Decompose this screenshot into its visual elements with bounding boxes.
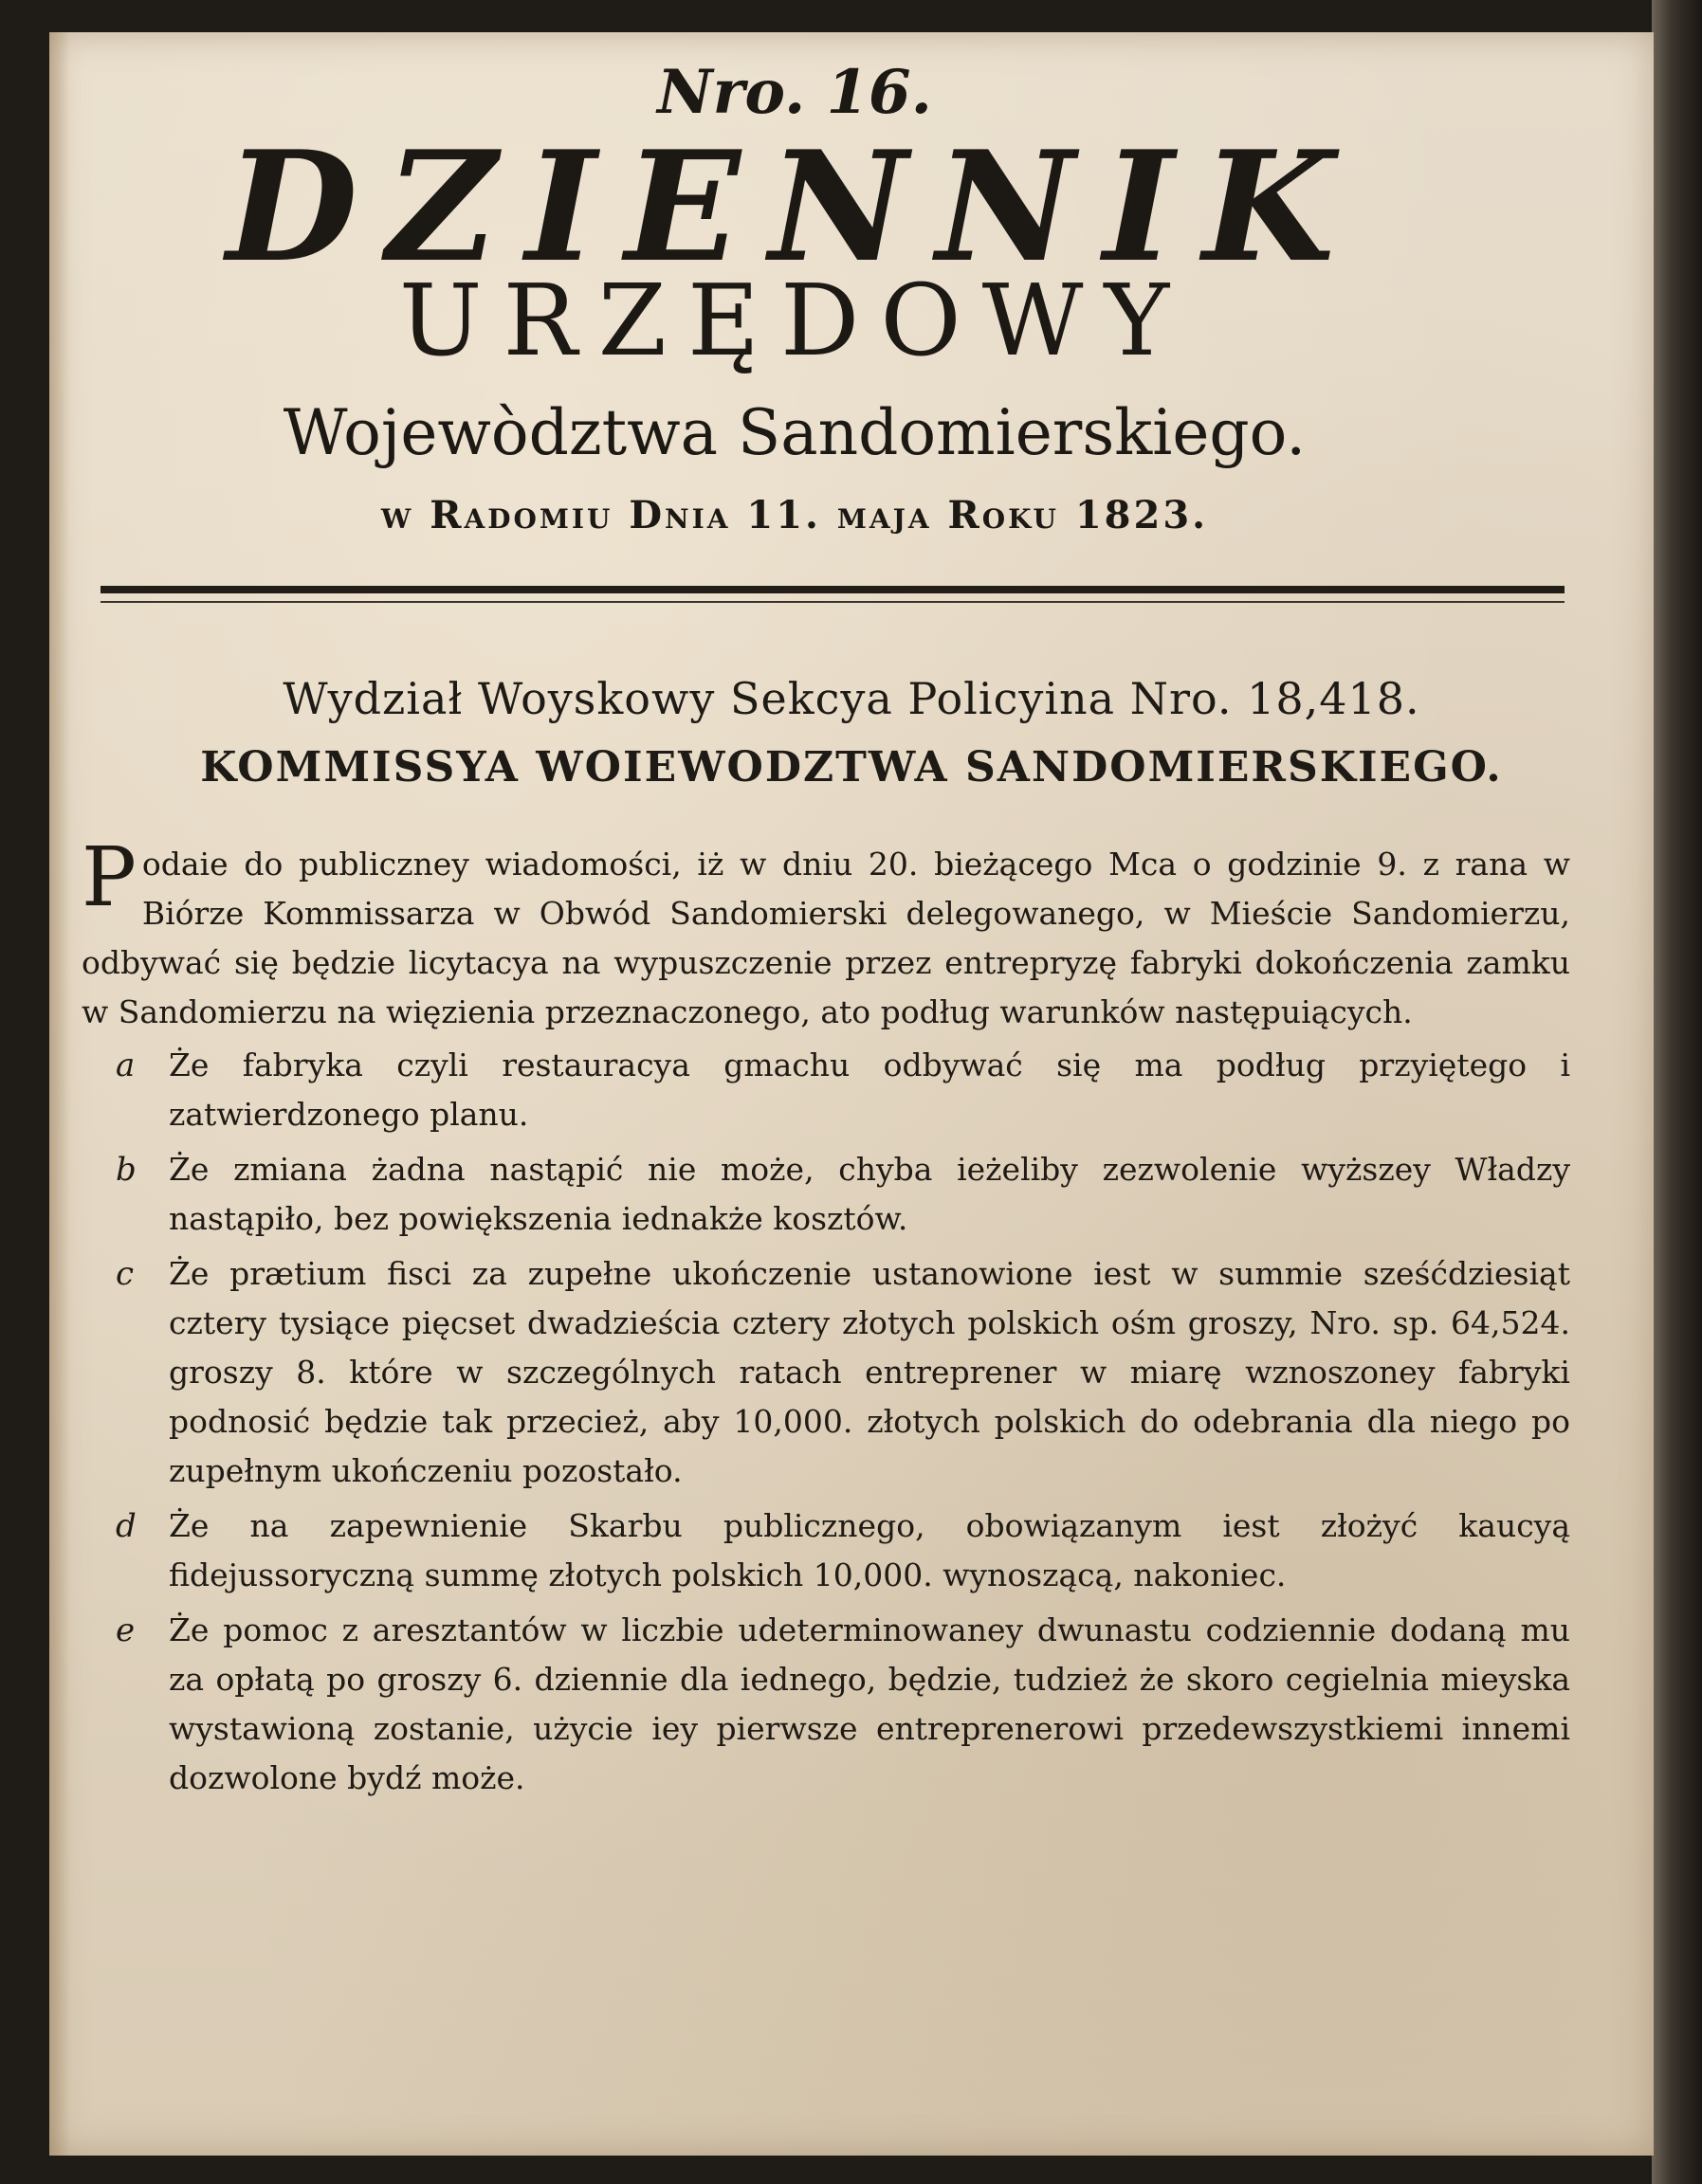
condition-marker: e [116, 1611, 136, 1649]
region-title: Wojewòdztwa Sandomierskiego. [283, 396, 1307, 469]
newspaper-title: DZIENNIK [226, 118, 1363, 296]
condition-text: Że prætium fisci za zupełne ukończenie ustanowione iest w summie sześćdziesiąt cztery tysiące pięcset dwadzieścia cztery złotych polskich ośm groszy, Nro. sp. 64,524. groszy 8. które w szczególnych ratach entreprener w miarę wznoszoney fabryki podnosić będzie tak przecież, aby 10,000. złotych polskich do odebrania dla niego po zupełnym ukończeniu pozostało. [169, 1255, 1570, 1489]
header-rule-thick [101, 586, 1565, 593]
intro-paragraph [82, 802, 1570, 1037]
condition-text: Że zmiana żadna nastąpić nie może, chyba ieżeliby zezwolenie wyższey Władzy nastąpiło, bez powiększenia iednakże kosztów. [169, 1151, 1570, 1237]
notice-body [82, 802, 1570, 1809]
commission-heading: KOMMISSYA WOIEWODZTWA SANDOMIERSKIEGO. [200, 743, 1503, 792]
condition-item [82, 1249, 1570, 1496]
condition-item [82, 1145, 1570, 1244]
condition-item [82, 1502, 1570, 1600]
header-rule-thin [101, 601, 1565, 603]
scan-frame-edge [1652, 0, 1702, 2184]
intro-text: odaie do publiczney wiadomości, iż w dniu 20. bieżącego Mca o godzinie 9. z rana w Biórze Kommissarza w Obwód Sandomierski delegowanego, w Mieście Sandomierzu, odbywać się będzie licytacya na wypuszczenie przez entrepryzę fabryki dokończenia zamku w Sandomierzu na więzienia przeznaczonego, ato podług warunków następuiących. [82, 846, 1570, 1030]
condition-text: Że pomoc z aresztantów w liczbie udeterminowaney dwunastu codziennie dodaną mu za opłatą po groszy 6. dziennie dla iednego, będzie, tudzież że skoro cegielnia mieyska wystawioną zostanie, użycie iey pierwsze entreprenerowi przedewszystkiemi innemi dozwolone bydź może. [169, 1611, 1570, 1796]
condition-marker: b [116, 1151, 137, 1189]
newspaper-subtitle: URZĘDOWY [398, 263, 1191, 378]
condition-marker: c [116, 1255, 135, 1293]
condition-text: Że fabryka czyli restauracya gmachu odbywać się ma podług przyiętego i zatwierdzonego planu. [169, 1046, 1570, 1133]
drop-cap: P [82, 830, 137, 925]
newspaper-page [49, 32, 1654, 2156]
issue-number: Nro. 16. [657, 57, 932, 128]
conditions-list [82, 1041, 1570, 1803]
condition-text: Że na zapewnienie Skarbu publicznego, obowiązanym iest złożyć kaucyą fidejussoryczną summę złotych polskich 10,000. wynoszącą, nakoniec. [169, 1507, 1570, 1593]
condition-marker: a [116, 1046, 136, 1084]
condition-item [82, 1041, 1570, 1139]
dateline: w Radomiu Dnia 11. maja Roku 1823. [380, 493, 1209, 537]
condition-marker: d [116, 1507, 137, 1545]
department-line: Wydział Woyskowy Sekcya Policyina Nro. 18,418. [283, 673, 1420, 724]
condition-item [82, 1606, 1570, 1803]
